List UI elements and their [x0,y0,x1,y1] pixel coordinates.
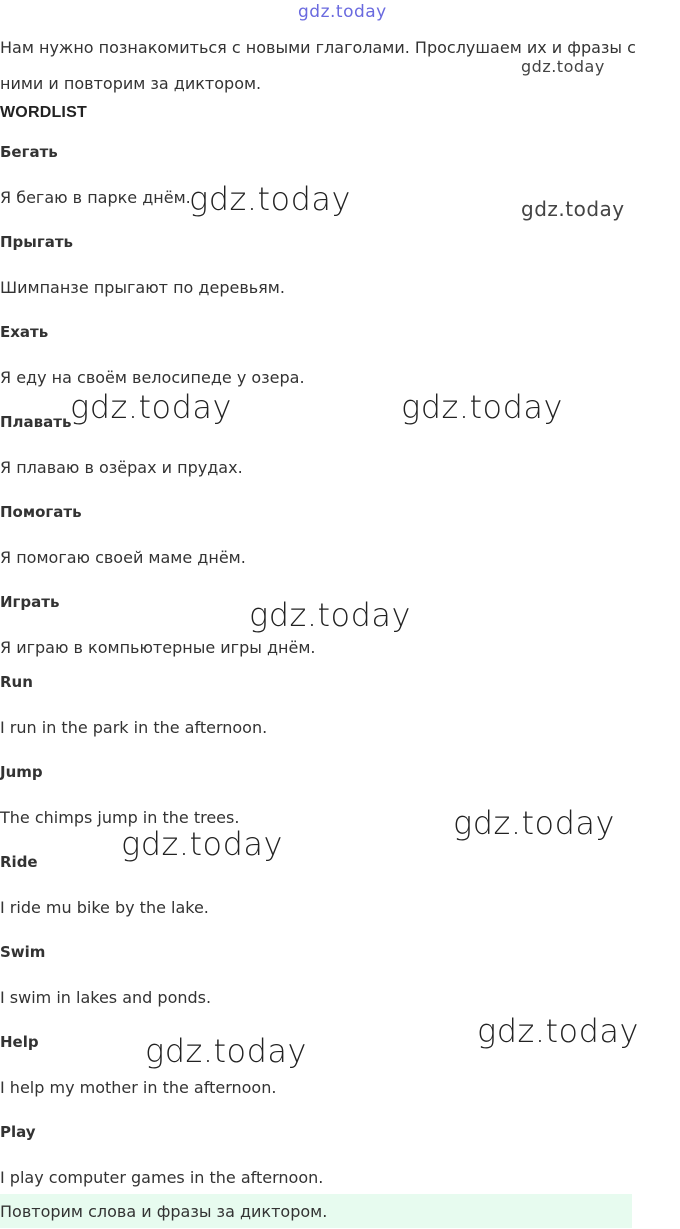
word-phrase: I ride mu bike by the lake. [0,898,209,917]
word-phrase: The chimps jump in the trees. [0,808,240,827]
word-term: Swim [0,943,46,961]
word-phrase: Я бегаю в парке днём. [0,188,191,207]
word-term: Run [0,673,33,691]
word-phrase: I help my mother in the afternoon. [0,1078,277,1097]
watermark: gdz.today [298,2,387,22]
word-phrase: Шимпанзе прыгают по деревьям. [0,278,285,297]
watermark: gdz.today [401,388,563,426]
watermark: gdz.today [477,1012,639,1050]
word-phrase: Я плаваю в озёрах и прудах. [0,458,243,477]
word-term: Плавать [0,413,72,431]
word-term: Play [0,1123,36,1141]
watermark: gdz.today [121,825,283,863]
word-term: Помогать [0,503,82,521]
intro-paragraph: Нам нужно познакомиться с новыми глаголами. Прослушаем их и фразы с ними и повторим за диктором. [0,38,636,93]
section-title: WORDLIST [0,104,87,121]
word-phrase: Я играю в компьютерные игры днём. [0,638,316,657]
word-phrase: Я помогаю своей маме днём. [0,548,246,567]
word-term: Ride [0,853,38,871]
word-phrase: Я еду на своём велосипеде у озера. [0,368,305,387]
watermark: gdz.today [453,804,615,842]
watermark: gdz.today [145,1032,307,1070]
watermark: gdz.today [249,596,411,634]
footer-note: Повторим слова и фразы за диктором. [0,1202,328,1221]
word-phrase: I swim in lakes and ponds. [0,988,212,1007]
watermark: gdz.today [521,197,625,221]
word-term: Прыгать [0,233,73,251]
word-term: Ехать [0,323,49,341]
footer-note-box [0,1194,632,1228]
word-term: Играть [0,593,60,611]
word-term: Help [0,1033,39,1051]
word-phrase: I play computer games in the afternoon. [0,1168,324,1187]
watermark: gdz.today [70,388,232,426]
word-term: Бегать [0,143,58,161]
watermark: gdz.today [189,180,351,218]
word-phrase: I run in the park in the afternoon. [0,718,268,737]
watermark: gdz.today [521,57,605,76]
word-term: Jump [0,763,43,781]
